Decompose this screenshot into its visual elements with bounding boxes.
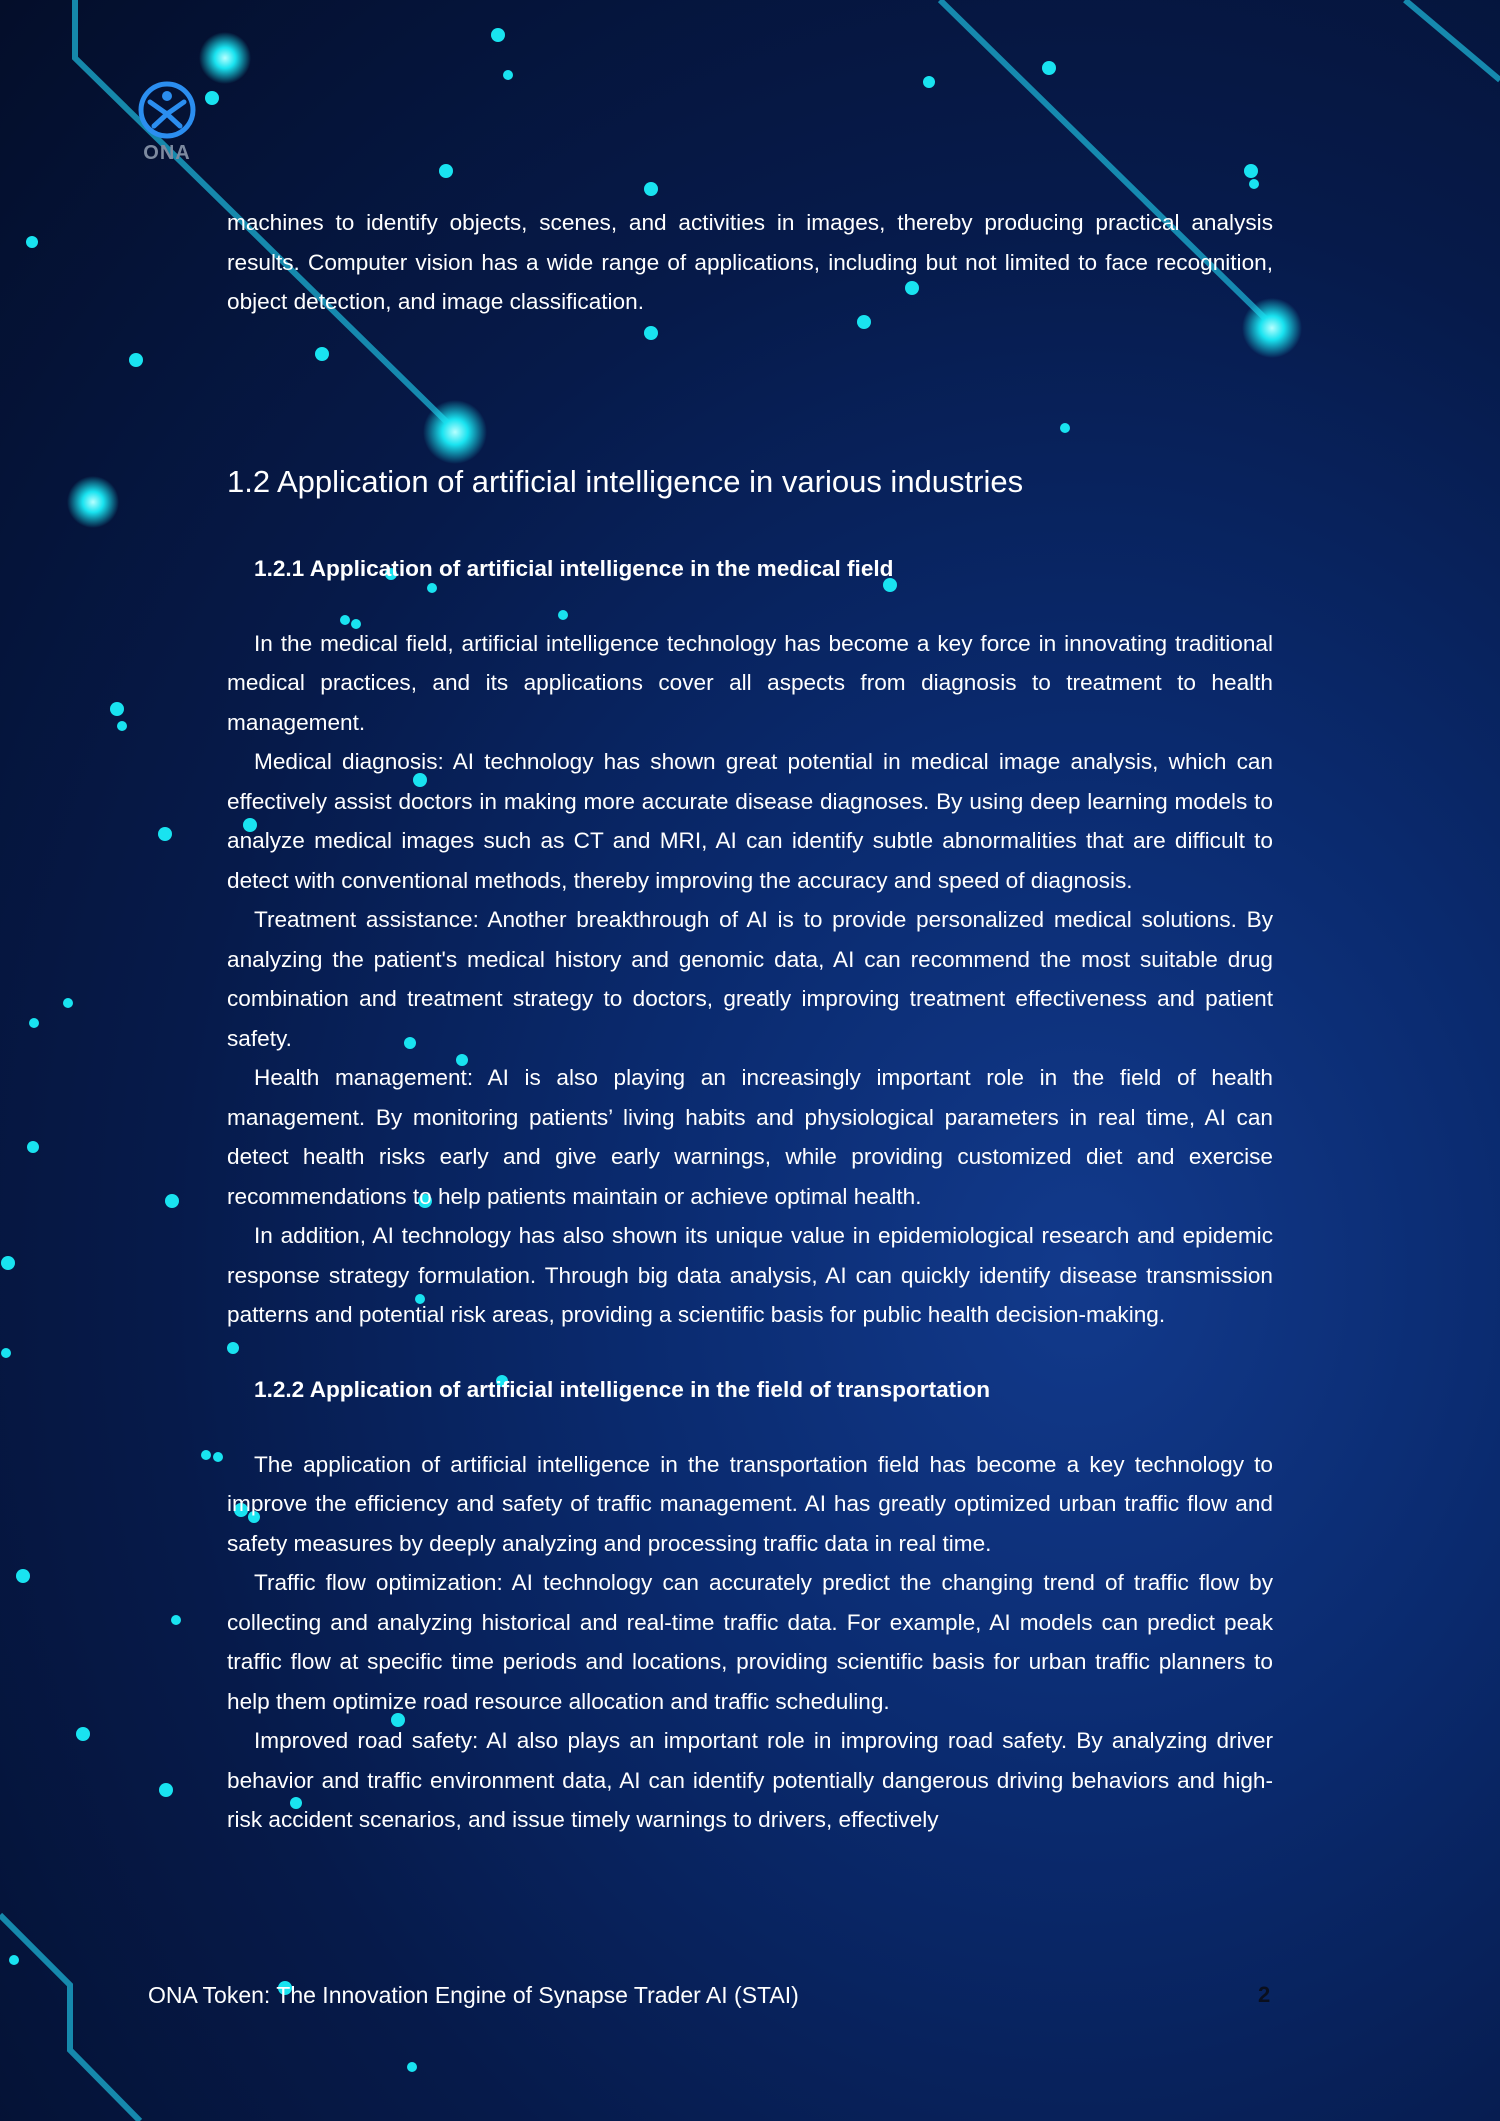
ona-logo (132, 78, 202, 168)
subsection-heading-transportation: 1.2.2 Application of artificial intelligence in the field of transportation (254, 1376, 991, 1402)
paragraph: Treatment assistance: Another breakthrough of AI is to provide personalized medical solutions. By analyzing the patient's medical history and genomic data, AI can recommend the most suitable drug combination and treatment strategy to doctors, greatly improving treatment effectiveness and patient safety. (227, 907, 1273, 1051)
intro-paragraph: machines to identify objects, scenes, and activities in images, thereby producing practical analysis results. Computer vision has a wide range of applications, including but not limited to face recognition, object detection, and image classification. (227, 210, 1273, 314)
section-heading: 1.2 Application of artificial intelligence in various industries (227, 463, 1024, 499)
paragraph: In the medical field, artificial intelligence technology has become a key force in innovating traditional medical practices, and its applications cover all aspects from diagnosis to treatment to health management. (227, 630, 1273, 735)
paragraph: Medical diagnosis: AI technology has shown great potential in medical image analysis, which can effectively assist doctors in making more accurate disease diagnoses. By using deep learning models to analyze medical images such as CT and MRI, AI can identify subtle abnormalities that are difficult to detect with conventional methods, thereby improving the accuracy and speed of diagnosis. (227, 749, 1273, 893)
circuit-line (1405, 0, 1500, 80)
paragraph: Traffic flow optimization: AI technology can accurately predict the changing trend of traffic flow by collecting and analyzing historical and real-time traffic data. For example, AI models can predict peak traffic flow at specific time periods and locations, providing scientific basis for urban traffic planners to help them optimize road resource allocation and traffic scheduling. (227, 1570, 1273, 1714)
paragraph: In addition, AI technology has also shown its unique value in epidemiological research and epidemic response strategy formulation. Through big data analysis, AI can quickly identify disease transmission patterns and potential risk areas, providing a scientific basis for public health decision-making. (227, 1223, 1273, 1327)
ona-logo-icon (132, 78, 202, 142)
medical-paragraphs (227, 624, 1273, 1335)
transportation-paragraphs (227, 1445, 1273, 1840)
subsection-heading-medical: 1.2.1 Application of artificial intelligence in the medical field (254, 555, 894, 581)
logo-text: ONA (143, 142, 191, 164)
paragraph: Improved road safety: AI also plays an important role in improving road safety. By analyzing driver behavior and traffic environment data, AI can identify potentially dangerous driving behaviors and high-risk accident scenarios, and issue timely warnings to drivers, effectively (227, 1728, 1273, 1832)
paragraph: Health management: AI is also playing an increasingly important role in the field of health management. By monitoring patients’ living habits and physiological parameters in real time, AI can detect health risks early and give early warnings, while providing customized diet and exercise recommendations to help patients maintain or achieve optimal health. (227, 1065, 1273, 1209)
footer-title: ONA Token: The Innovation Engine of Synapse Trader AI (STAI) (148, 1982, 799, 2008)
page-number: 2 (1258, 1982, 1271, 2007)
circuit-line (0, 1915, 140, 2121)
document-body (227, 203, 1273, 1840)
paragraph: The application of artificial intelligence in the transportation field has become a key technology to improve the efficiency and safety of traffic management. AI has greatly optimized urban traffic flow and safety measures by deeply analyzing and processing traffic data in real time. (227, 1451, 1273, 1556)
